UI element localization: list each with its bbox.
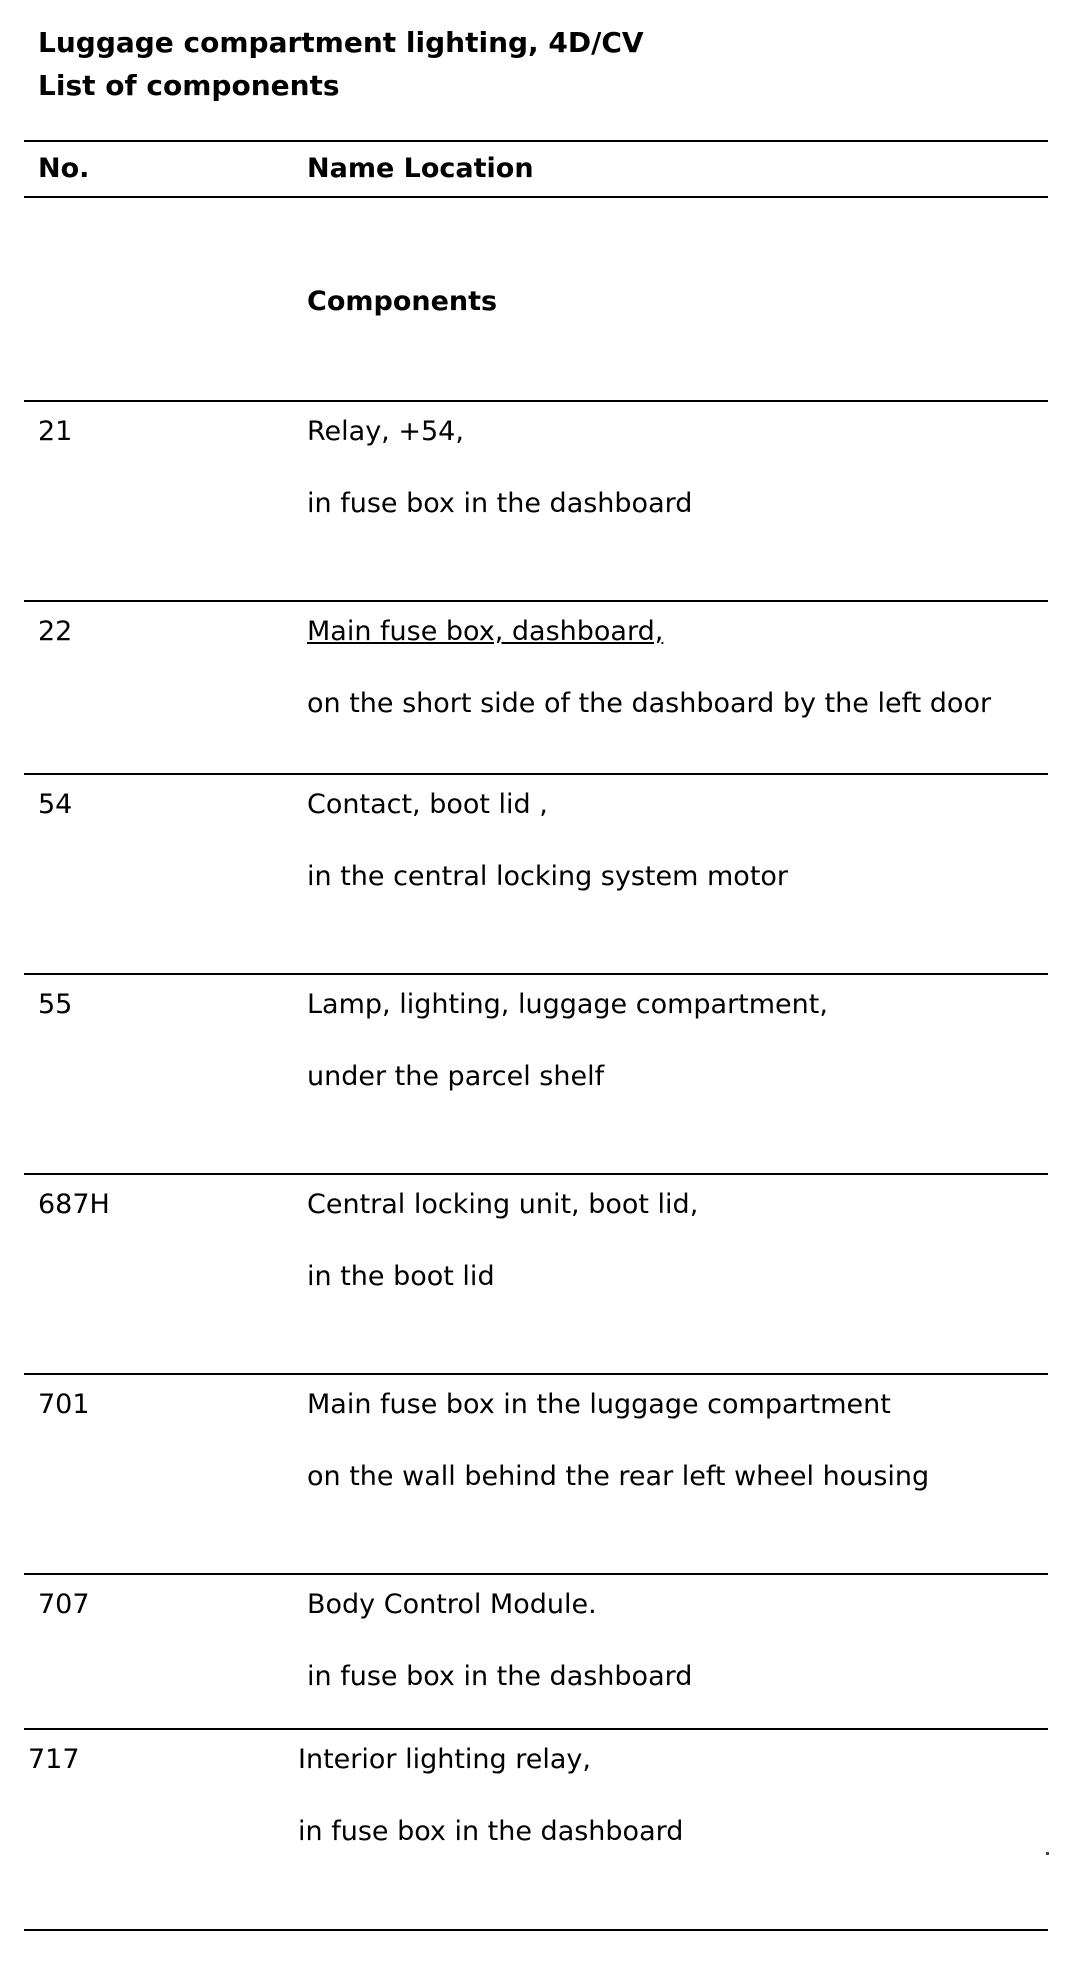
row-divider bbox=[24, 1573, 1048, 1575]
component-location: in the boot lid bbox=[307, 1261, 495, 1292]
component-number: 717 bbox=[28, 1744, 80, 1775]
component-location: in fuse box in the dashboard bbox=[298, 1816, 684, 1847]
component-number: 55 bbox=[38, 989, 73, 1020]
component-location: on the wall behind the rear left wheel housing bbox=[307, 1461, 930, 1492]
document-subtitle: List of components bbox=[38, 69, 340, 102]
component-number: 701 bbox=[38, 1389, 90, 1420]
column-header-name-location: Name Location bbox=[307, 153, 534, 184]
component-name: Relay, +54, bbox=[307, 416, 464, 447]
row-divider bbox=[24, 400, 1048, 402]
header-bottom-rule bbox=[24, 196, 1048, 198]
component-number: 687H bbox=[38, 1189, 110, 1220]
row-divider bbox=[24, 973, 1048, 975]
component-location: in fuse box in the dashboard bbox=[307, 488, 693, 519]
component-name: Body Control Module. bbox=[307, 1589, 597, 1620]
table-top-rule bbox=[24, 140, 1048, 142]
component-name: Lamp, lighting, luggage compartment, bbox=[307, 989, 828, 1020]
component-name: Main fuse box in the luggage compartment bbox=[307, 1389, 891, 1420]
row-divider bbox=[24, 1373, 1048, 1375]
component-name: Interior lighting relay, bbox=[298, 1744, 591, 1775]
component-location: on the short side of the dashboard by the left door bbox=[307, 688, 992, 719]
component-name-link[interactable]: Main fuse box, dashboard, bbox=[307, 616, 664, 647]
section-heading-components: Components bbox=[307, 286, 498, 317]
component-number: 21 bbox=[38, 416, 73, 447]
row-divider bbox=[24, 600, 1048, 602]
component-location: under the parcel shelf bbox=[307, 1061, 605, 1092]
component-name: Central locking unit, boot lid, bbox=[307, 1189, 699, 1220]
component-location: in the central locking system motor bbox=[307, 861, 789, 892]
table-bottom-rule bbox=[24, 1929, 1048, 1931]
component-name: Contact, boot lid , bbox=[307, 789, 548, 820]
scan-speck bbox=[1046, 1852, 1049, 1855]
document-title: Luggage compartment lighting, 4D/CV bbox=[38, 26, 644, 59]
component-number: 22 bbox=[38, 616, 73, 647]
component-number: 54 bbox=[38, 789, 73, 820]
component-number: 707 bbox=[38, 1589, 90, 1620]
row-divider bbox=[24, 1728, 1048, 1730]
row-divider bbox=[24, 1173, 1048, 1175]
row-divider bbox=[24, 773, 1048, 775]
component-location: in fuse box in the dashboard bbox=[307, 1661, 693, 1692]
column-header-no: No. bbox=[38, 153, 90, 184]
